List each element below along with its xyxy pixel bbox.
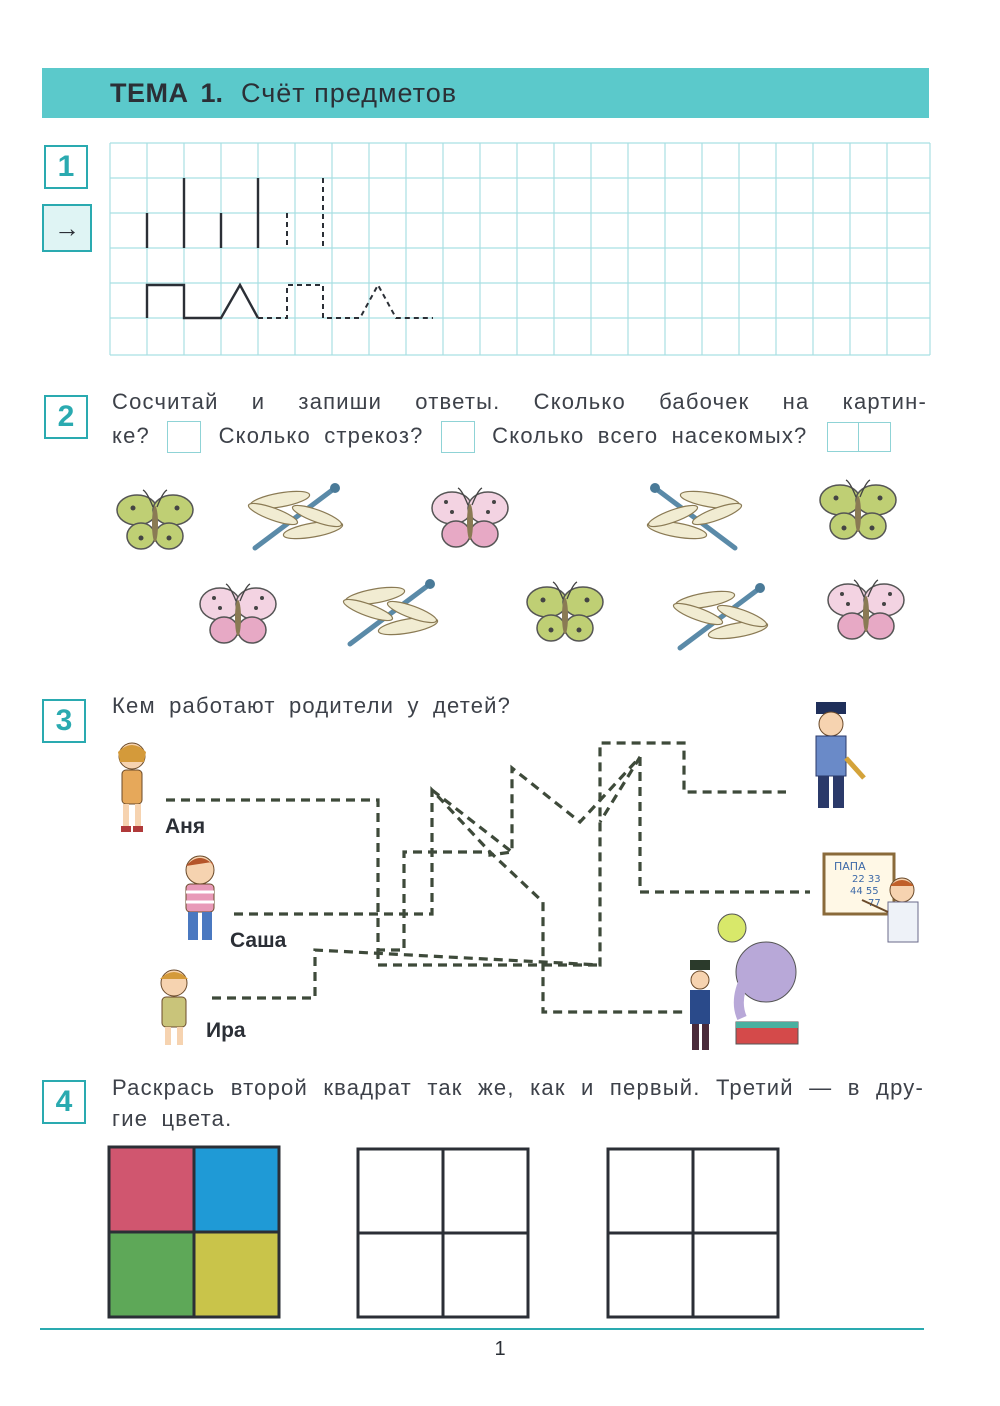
arrow-icon: → bbox=[42, 204, 92, 252]
empty-square-2[interactable] bbox=[358, 1149, 528, 1317]
task-4-number: 4 bbox=[42, 1080, 86, 1124]
sample-colored-square bbox=[109, 1147, 279, 1317]
child-name-ira: Ира bbox=[206, 1019, 246, 1042]
topic-number: 1. bbox=[200, 77, 224, 108]
board-text-2: 22 33 bbox=[852, 874, 881, 885]
task-2-text-b: Сколько стрекоз? bbox=[218, 423, 424, 448]
empty-square-3[interactable] bbox=[608, 1149, 778, 1317]
task-3-question: Кем работают родители у детей? bbox=[112, 693, 512, 718]
topic-title: Счёт предметов bbox=[241, 77, 458, 108]
child-name-sasha: Саша bbox=[230, 929, 287, 952]
task-4-line-1: Раскрась второй квадрат так же, как и первый. Третий — в дру- bbox=[112, 1075, 924, 1100]
board-text-1: ПАПА bbox=[834, 860, 866, 873]
task-4-line-2: гие цвета. bbox=[112, 1106, 233, 1131]
child-name-anya: Аня bbox=[165, 815, 206, 838]
footer-divider bbox=[40, 1328, 924, 1330]
board-text-4: 77 bbox=[868, 898, 881, 909]
task-1-number: 1 bbox=[44, 145, 88, 189]
page-number: 1 bbox=[494, 1338, 506, 1360]
task-2-text-a: ке? bbox=[112, 423, 150, 448]
task-3-number: 3 bbox=[42, 699, 86, 743]
topic-label: ТЕМА bbox=[110, 77, 189, 108]
task-2-line-1: Сосчитай и запиши ответы. Сколько бабочек на картин- bbox=[112, 389, 927, 414]
board-text-3: 44 55 bbox=[850, 886, 879, 897]
task-2-number: 2 bbox=[44, 395, 88, 439]
task-2-text-c: Сколько всего насекомых? bbox=[492, 423, 808, 448]
